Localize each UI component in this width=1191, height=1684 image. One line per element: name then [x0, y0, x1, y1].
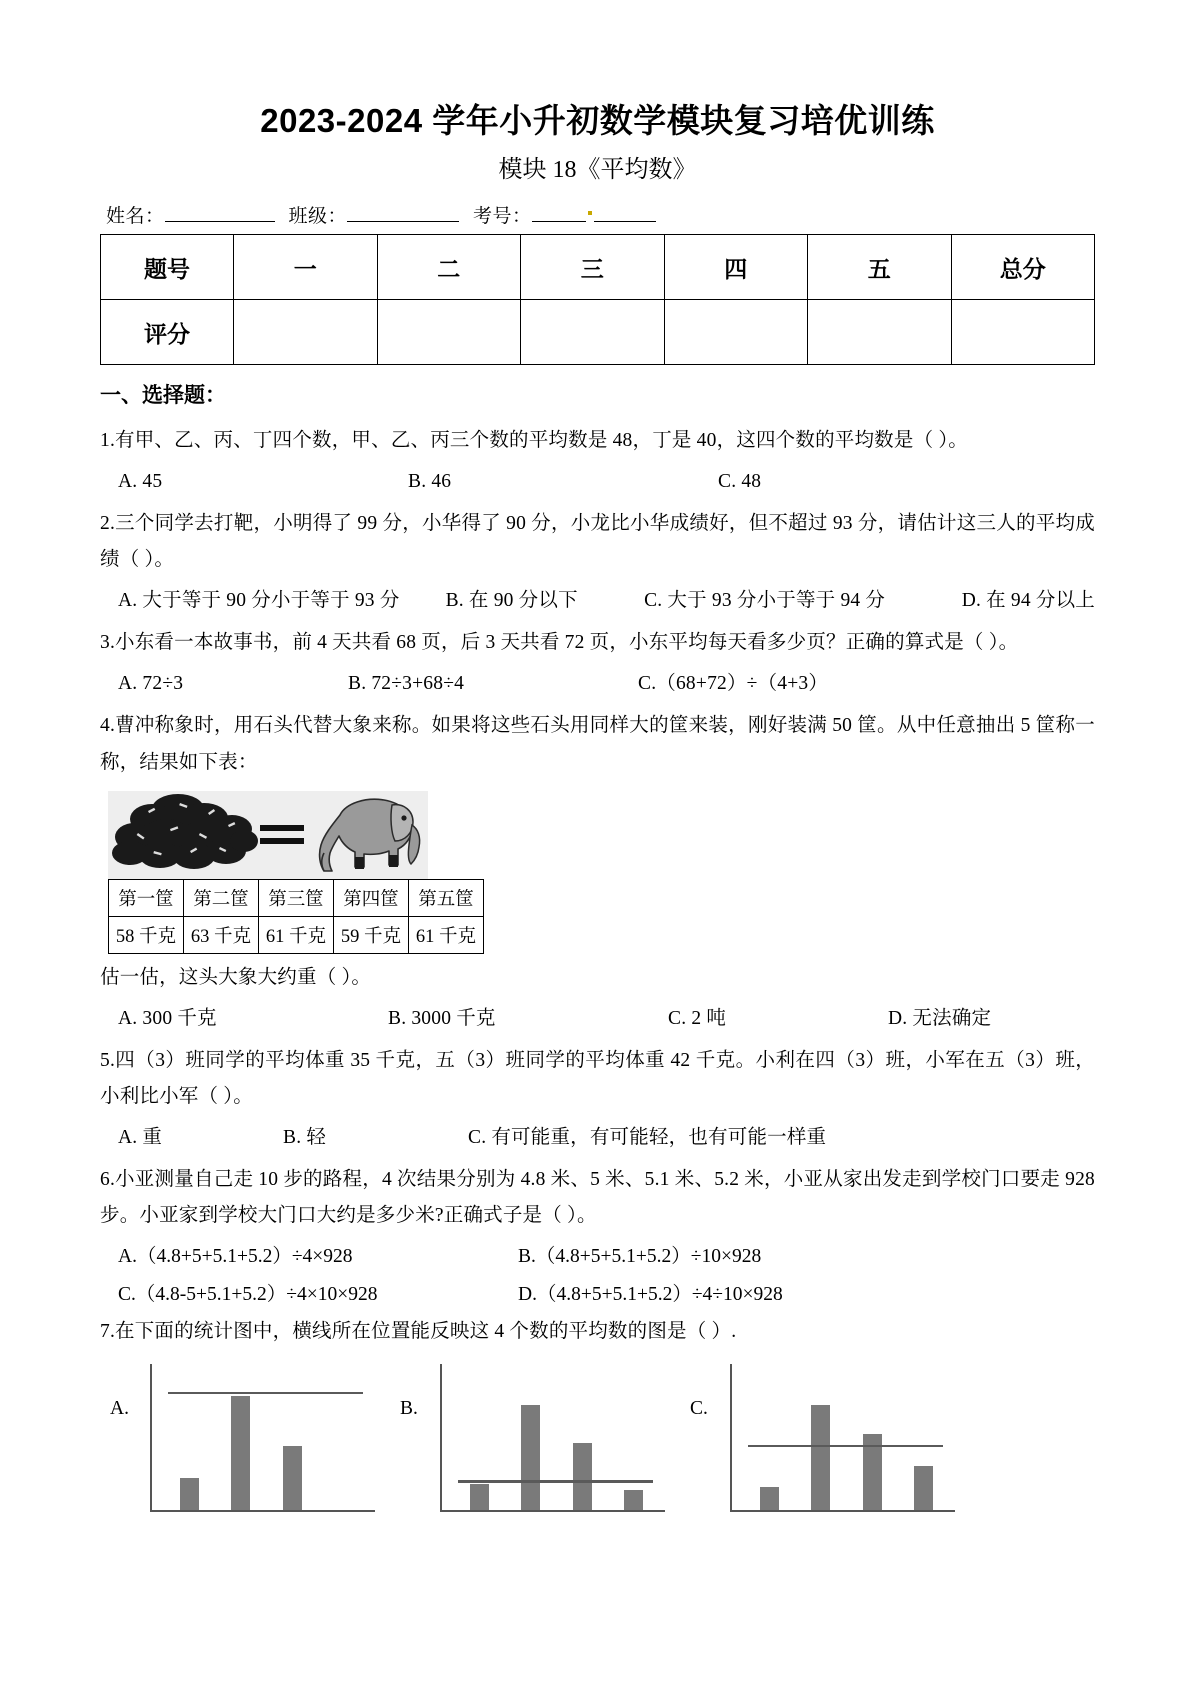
chart-c-average-line [748, 1445, 943, 1447]
basket-value-3: 61 千克 [259, 916, 334, 953]
name-blank[interactable] [165, 221, 275, 222]
score-table [100, 234, 1095, 365]
score-cell-total[interactable] [951, 300, 1095, 365]
question-2-option-c[interactable]: C. 大于 93 分小于等于 94 分 [644, 590, 886, 612]
chart-b-label: B. [400, 1398, 418, 1420]
chart-a-average-line [168, 1392, 363, 1394]
score-cell-3[interactable] [521, 300, 665, 365]
chart-b-average-line [458, 1480, 653, 1482]
table-row-basket-headers [109, 879, 484, 916]
score-table-col-3: 三 [521, 235, 665, 300]
exam-number-blank-a[interactable] [532, 221, 586, 222]
chart-a-bar-3 [283, 1446, 302, 1510]
question-2-option-b[interactable]: B. 在 90 分以下 [445, 590, 578, 612]
question-6-option-b[interactable]: B.（4.8+5+5.1+5.2）÷10×928 [518, 1246, 762, 1268]
question-2-option-a[interactable]: A. 大于等于 90 分小于等于 93 分 [118, 590, 400, 612]
student-info-line [106, 201, 1095, 228]
chart-a-bar-1 [180, 1478, 199, 1510]
chart-c-bars [744, 1364, 949, 1510]
question-4-option-b[interactable]: B. 3000 千克 [388, 1007, 496, 1029]
question-3-stem: 3.小东看一本故事书，前 4 天共看 68 页，后 3 天共看 72 页，小东平均每天看多少页？正确的算式是（ ）。 [100, 632, 1019, 654]
question-1-option-a[interactable]: A. 45 [118, 471, 163, 493]
question-2-options [100, 582, 1095, 619]
chart-b-bar-1 [470, 1484, 489, 1510]
basket-header-1: 第一筐 [109, 879, 184, 916]
chart-c-plot [730, 1364, 955, 1512]
class-label: 班级： [288, 206, 348, 228]
chart-c-bar-2 [811, 1405, 830, 1510]
question-5-option-c[interactable]: C. 有可能重，有可能轻，也有可能一样重 [468, 1126, 827, 1148]
chart-b-y-axis [440, 1364, 442, 1512]
question-4-option-a[interactable]: A. 300 千克 [118, 1007, 217, 1029]
question-4-stem: 4.曹冲称象时，用石头代替大象来称。如果将这些石头用同样大的筐来装，刚好装满 50 筐。从中任意抽出 5 筐称一称，结果如下表： [100, 715, 1095, 773]
yellow-dot-marker [588, 211, 592, 215]
question-4-options [100, 1000, 1095, 1037]
question-1-option-c[interactable]: C. 48 [718, 471, 762, 493]
score-table-col-5: 五 [808, 235, 952, 300]
question-4-option-c[interactable]: C. 2 吨 [668, 1007, 727, 1029]
score-table-col-total: 总分 [951, 235, 1095, 300]
question-1-option-b[interactable]: B. 46 [408, 471, 452, 493]
question-6-stem: 6.小亚测量自己走 10 步的路程，4 次结果分别为 4.8 米、5 米、5.1 米、5.2 米，小亚从家出发走到学校门口要走 928 步。小亚家到学校大门口大约是多少米?正确式子是（ ）。 [100, 1168, 1095, 1226]
chart-b-x-axis [440, 1510, 665, 1512]
basket-header-3: 第三筐 [259, 879, 334, 916]
question-2-option-d[interactable]: D. 在 94 分以上 [961, 590, 1095, 612]
chart-b-plot [440, 1364, 665, 1512]
chart-b-bar-4 [624, 1490, 643, 1510]
page-title: 2023-2024 学年小升初数学模块复习培优训练 [260, 102, 935, 139]
chart-c-bar-1 [760, 1487, 779, 1510]
question-5-option-b[interactable]: B. 轻 [283, 1126, 327, 1148]
table-row-scores [101, 300, 1095, 365]
chart-b-bar-3 [573, 1443, 592, 1510]
chart-b-bar-2 [521, 1405, 540, 1510]
chart-a-x-axis [150, 1510, 375, 1512]
question-3-options [100, 665, 1095, 702]
question-5-stem: 5.四（3）班同学的平均体重 35 千克，五（3）班同学的平均体重 42 千克。小利在四（3）班，小军在五（3）班，小利比小军（ ）。 [100, 1049, 1095, 1107]
question-6-option-d[interactable]: D.（4.8+5+5.1+5.2）÷4÷10×928 [518, 1284, 783, 1306]
score-table-col-4: 四 [664, 235, 808, 300]
question-5-option-a[interactable]: A. 重 [118, 1126, 163, 1148]
chart-c-bar-4 [914, 1466, 933, 1510]
score-cell-4[interactable] [664, 300, 808, 365]
chart-a-label: A. [110, 1398, 129, 1420]
chart-option-c[interactable] [690, 1364, 980, 1512]
table-row-question-numbers [101, 235, 1095, 300]
figure-svg [108, 791, 428, 879]
question-4-substem: 估一估，这头大象大约重（ ）。 [100, 966, 372, 988]
score-cell-5[interactable] [808, 300, 952, 365]
page-subtitle: 模块 18《平均数》 [498, 156, 697, 183]
question-3-option-a[interactable]: A. 72÷3 [118, 673, 184, 695]
score-table-row-label-1: 题号 [101, 235, 234, 300]
question-1-options [100, 463, 1095, 500]
section-heading-choice: 一、选择题： [100, 384, 226, 408]
basket-header-4: 第四筐 [334, 879, 409, 916]
chart-a-bar-2 [231, 1396, 250, 1510]
question-7-charts [100, 1364, 1095, 1512]
basket-header-5: 第五筐 [409, 879, 484, 916]
basket-header-2: 第二筐 [184, 879, 259, 916]
question-6-option-c[interactable]: C.（4.8-5+5.1+5.2）÷4×10×928 [118, 1284, 378, 1306]
basket-value-5: 61 千克 [409, 916, 484, 953]
score-table-col-2: 二 [377, 235, 521, 300]
question-7-stem: 7.在下面的统计图中，横线所在位置能反映这 4 个数的平均数的图是（ ）. [100, 1321, 737, 1343]
score-cell-1[interactable] [234, 300, 378, 365]
basket-weight-table [108, 879, 484, 954]
score-table-row-label-2: 评分 [101, 300, 234, 365]
basket-value-4: 59 千克 [334, 916, 409, 953]
chart-option-a[interactable] [110, 1364, 400, 1512]
question-6-options-row-2 [100, 1276, 1095, 1314]
question-3-option-b[interactable]: B. 72÷3+68÷4 [348, 673, 465, 695]
chart-option-b[interactable] [400, 1364, 690, 1512]
score-table-col-1: 一 [234, 235, 378, 300]
basket-value-1: 58 千克 [109, 916, 184, 953]
question-5-options [100, 1119, 1095, 1156]
table-row-basket-values [109, 916, 484, 953]
question-6-option-a[interactable]: A.（4.8+5+5.1+5.2）÷4×928 [118, 1246, 353, 1268]
chart-c-x-axis [730, 1510, 955, 1512]
exam-number-label: 考号： [473, 206, 532, 228]
question-2-stem: 2.三个同学去打靶，小明得了 99 分，小华得了 90 分，小龙比小华成绩好，但不超过 93 分，请估计这三人的平均成绩（ ）。 [100, 513, 1095, 571]
question-6-options-row-1 [100, 1238, 1095, 1276]
basket-value-2: 63 千克 [184, 916, 259, 953]
question-3-option-c[interactable]: C.（68+72）÷（4+3） [638, 673, 829, 695]
chart-a-bars [164, 1364, 369, 1510]
stones-equals-elephant-figure [108, 791, 428, 879]
question-1-stem: 1.有甲、乙、丙、丁四个数，甲、乙、丙三个数的平均数是 48，丁是 40，这四个数的平均数是（ ）。 [100, 430, 969, 452]
score-cell-2[interactable] [377, 300, 521, 365]
exam-number-blank-b[interactable] [594, 221, 656, 222]
name-label: 姓名： [106, 206, 165, 228]
chart-b-bars [454, 1364, 659, 1510]
class-blank[interactable] [347, 221, 459, 222]
chart-a-y-axis [150, 1364, 152, 1512]
chart-c-y-axis [730, 1364, 732, 1512]
chart-a-plot [150, 1364, 375, 1512]
chart-c-label: C. [690, 1398, 708, 1420]
question-4-option-d[interactable]: D. 无法确定 [888, 1007, 992, 1029]
